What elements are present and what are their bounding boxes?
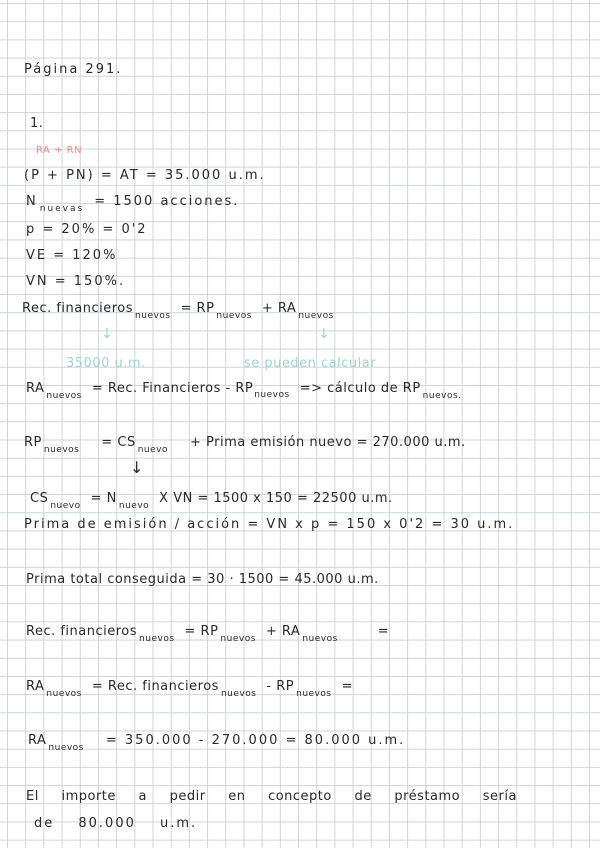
page-title: Página 291. <box>24 62 123 77</box>
teal-note-amount: 35000 u.m. <box>66 356 146 371</box>
text: = <box>341 679 353 694</box>
line-ve: VE = 120% <box>26 248 118 263</box>
subscript: nuevos. <box>422 391 462 401</box>
text: = RP <box>184 624 219 639</box>
line-conclusion: El importe a pedir en concepto de préstamo sería <box>26 789 517 804</box>
text: = Rec. financieros <box>91 679 219 694</box>
subscript: nuevos <box>298 311 334 321</box>
subscript: nuevo <box>137 445 168 455</box>
arrow-down-icon: ↓ <box>130 458 144 477</box>
text: = CS <box>101 435 136 450</box>
line-ra-nuevos <box>26 679 353 699</box>
text: => cálculo de RP <box>299 381 421 396</box>
text: RA <box>28 733 47 748</box>
symbol: N <box>26 194 38 209</box>
subscript: nuevos <box>296 689 332 699</box>
text: = <box>377 624 390 639</box>
text: Rec. financieros <box>26 624 138 639</box>
text: RP <box>24 435 42 450</box>
subscript: nuevos <box>48 743 84 753</box>
line-new-shares <box>26 194 240 214</box>
text: = Rec. Financieros - RP <box>91 381 254 396</box>
text: + RA <box>261 301 297 316</box>
text: RA <box>26 679 45 694</box>
subscript: nuevos <box>254 390 290 400</box>
subscript: nuevos <box>216 311 252 321</box>
line-rp-nuevos <box>24 435 466 455</box>
subscript: nuevos <box>220 689 257 699</box>
subscript: nuevos <box>302 634 338 644</box>
arrow-down-icon: ↓ <box>318 326 330 342</box>
line-prima-emision: Prima de emisión / acción = VN x p = 150 x 0'2 = 30 u.m. <box>24 517 515 532</box>
line-conclusion-amount: de 80.000 u.m. <box>34 816 198 831</box>
text: = N <box>90 491 117 506</box>
text: = 350.000 - 270.000 = 80.000 u.m. <box>105 733 406 748</box>
red-annotation: RA + RN <box>36 145 83 156</box>
text: - RP <box>266 679 295 694</box>
exercise-number: 1. <box>30 116 44 131</box>
subscript: nuevos <box>139 634 175 644</box>
subscript: nuevos <box>46 689 82 699</box>
arrow-down-icon: ↓ <box>101 326 113 342</box>
line-ra-calculation <box>26 381 462 401</box>
subscript: nuevos <box>220 634 256 644</box>
subscript: nuevos <box>43 445 80 455</box>
line-cs-nuevo <box>30 491 393 511</box>
text: RA <box>26 381 45 396</box>
line-p: p = 20% = 0'2 <box>26 222 148 237</box>
text: + Prima emisión nuevo = 270.000 u.m. <box>189 435 466 450</box>
teal-note-calculate: se pueden calcular <box>244 356 377 371</box>
line-financial-resources <box>22 301 334 321</box>
subscript: nuevos <box>46 391 82 401</box>
text: Rec. financieros <box>22 301 134 316</box>
line-rec-financieros <box>26 624 390 644</box>
subscript: nuevos <box>135 311 171 321</box>
text: = RP <box>180 301 215 316</box>
subscript: nuevas <box>39 204 85 214</box>
line-total-assets: (P + PN) = AT = 35.000 u.m. <box>24 168 266 183</box>
subscript: nuevo <box>50 501 81 511</box>
subscript: nuevo <box>118 501 150 511</box>
line-prima-total: Prima total conseguida = 30 · 1500 = 45.000 u.m. <box>26 572 379 587</box>
text: CS <box>30 491 49 506</box>
text: + RA <box>265 624 301 639</box>
line-vn: VN = 150%. <box>26 274 126 289</box>
value: = 1500 acciones. <box>94 194 240 209</box>
line-ra-result <box>28 733 406 753</box>
text: X VN = 1500 x 150 = 22500 u.m. <box>159 491 393 506</box>
